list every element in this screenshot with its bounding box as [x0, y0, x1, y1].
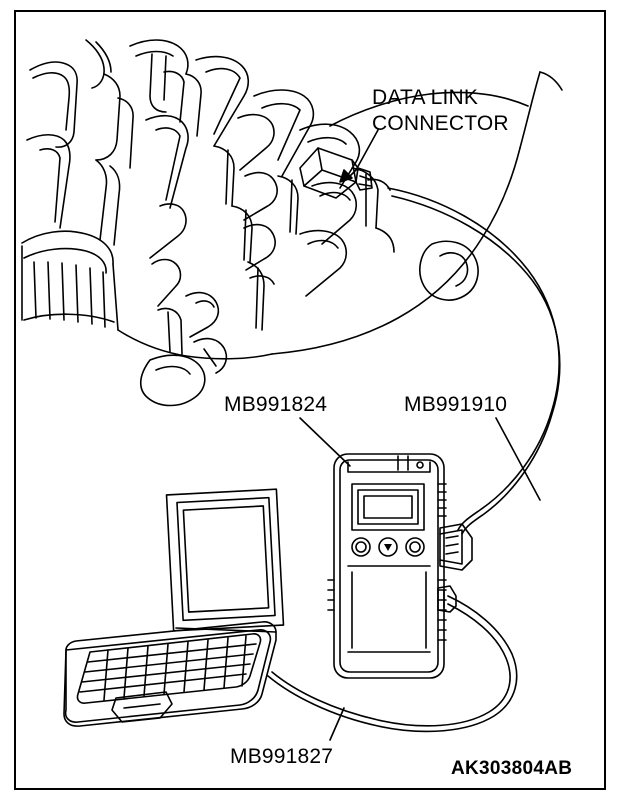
label-data-link-connector: [372, 85, 509, 138]
scan-tool-group: [328, 454, 446, 678]
laptop-group: [64, 489, 283, 726]
label-mb991827: MB991827: [230, 745, 334, 768]
label-mb991910: MB991910: [404, 393, 508, 416]
drawing-code: AK303804AB: [451, 758, 573, 779]
label-mb991824: MB991824: [224, 393, 328, 416]
label-data-link-connector-line2: CONNECTOR: [372, 112, 509, 136]
label-data-link-connector-line1: DATA LINK: [372, 86, 479, 109]
leader-lines: [300, 130, 540, 740]
cable-mb991827: [268, 586, 517, 731]
cable-mb991910: [388, 188, 560, 534]
